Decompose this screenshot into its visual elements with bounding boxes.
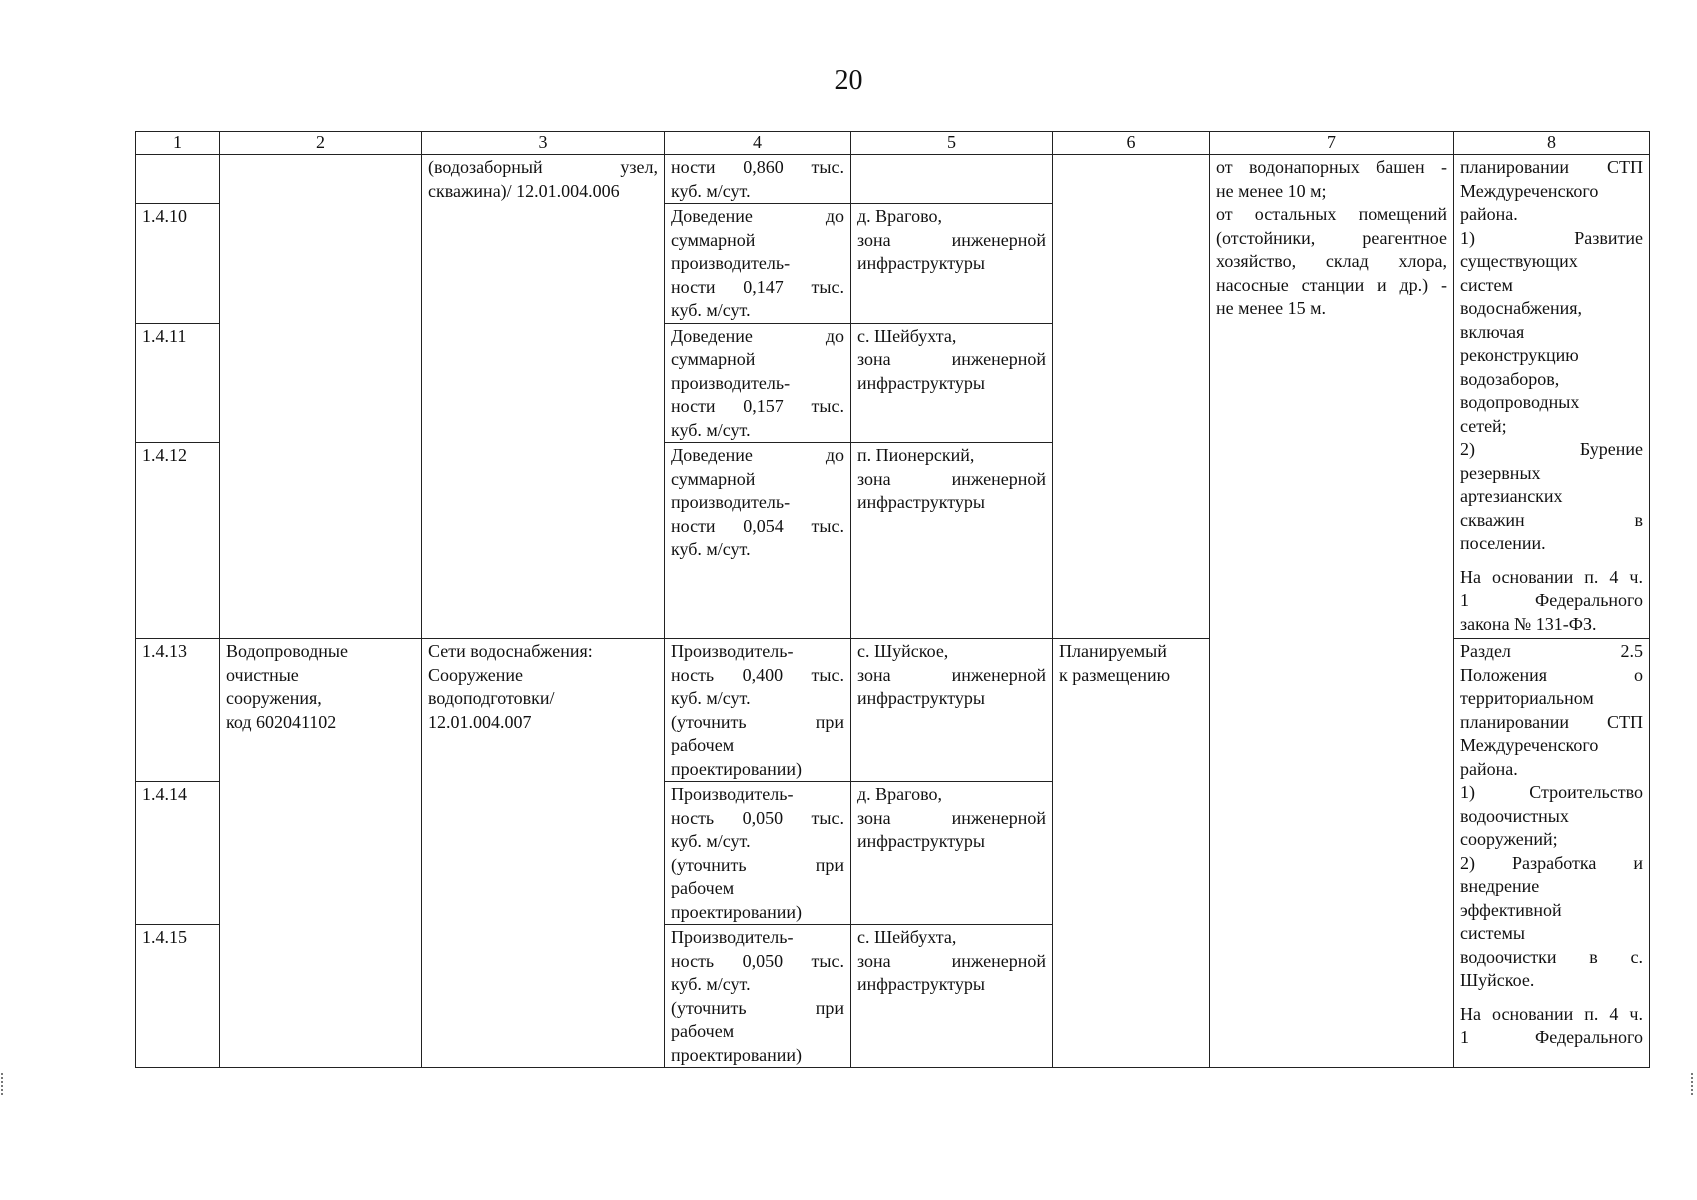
cell-line: Раздел 2.5	[1460, 641, 1643, 661]
table-row	[136, 155, 1650, 204]
cell-line: Доведение до	[671, 206, 844, 226]
cell-line: зона инженерной	[857, 468, 1046, 489]
header-col-3: 3	[422, 132, 665, 155]
cell-line: 2) Бурение	[1460, 439, 1643, 459]
cell-line: Водопроводные	[226, 641, 349, 661]
cell-line: не менее 15 м.	[1216, 298, 1327, 318]
cell-line: скважина)/ 12.01.004.006	[428, 180, 620, 201]
group-a-col2-cell	[220, 155, 422, 639]
cell-line: производитель-	[671, 492, 791, 512]
cell-line: водозаборов,	[1460, 368, 1560, 389]
cell-line: с. Шейбухта,	[857, 927, 957, 947]
cell-line: (водозаборный узел,	[428, 157, 658, 177]
cell-line: куб. м/сут.	[671, 974, 751, 994]
group-a-object-cell	[422, 155, 665, 639]
cell-line: ность 0,400 тыс.	[671, 664, 844, 685]
cell-line: Междуреченского	[1460, 180, 1599, 201]
paragraph-gap	[1460, 556, 1643, 566]
capacity-cell	[665, 323, 851, 443]
header-row	[136, 132, 1650, 155]
cell-line: ности 0,157 тыс.	[671, 396, 844, 416]
cell-line: рабочем	[671, 1021, 735, 1041]
cell-line: Планируемый	[1059, 641, 1167, 661]
cell-line: д. Врагово,	[857, 206, 942, 226]
cell-line: систем	[1460, 274, 1513, 295]
location-cell	[851, 443, 1053, 639]
cell-line: ности 0,054 тыс.	[671, 515, 844, 536]
cell-line: 1) Строительство	[1460, 782, 1643, 802]
cell-line: суммарной	[671, 468, 756, 489]
cell-line: водоочистки в с.	[1460, 946, 1643, 967]
cell-line: Шуйское.	[1460, 970, 1535, 990]
cell-line: инфраструктуры	[857, 253, 985, 273]
cell-line: планировании СТП	[1460, 157, 1643, 177]
cell-line: с. Шейбухта,	[857, 325, 957, 346]
cell-line: резервных	[1460, 462, 1541, 483]
cell-line: куб. м/сут.	[671, 300, 751, 320]
cell-line: Доведение до	[671, 445, 844, 465]
cell-line: п. Пионерский,	[857, 445, 975, 465]
header-col-4: 4	[665, 132, 851, 155]
cell-line: Междуреченского	[1460, 735, 1599, 755]
capacity-cell	[665, 155, 851, 204]
row-id-cell: 1.4.13	[136, 639, 220, 782]
cell-line: зона инженерной	[857, 229, 1046, 250]
cell-line: куб. м/сут.	[671, 180, 751, 201]
cell-line: куб. м/сут.	[671, 419, 751, 440]
row-id-cell: 1.4.14	[136, 782, 220, 925]
cell-line: проектировании)	[671, 758, 802, 779]
object-type-cell	[422, 639, 665, 1068]
cell-line: сооружений;	[1460, 829, 1558, 849]
location-cell	[851, 639, 1053, 782]
cell-line: закона № 131-ФЗ.	[1460, 613, 1597, 634]
cell-line: (уточнить при	[671, 997, 844, 1018]
cell-line: На основании п. 4 ч.	[1460, 566, 1643, 587]
page-number: 20	[834, 65, 863, 96]
cell-line: куб. м/сут.	[671, 539, 751, 559]
cell-line: рабочем	[671, 735, 735, 755]
cell-line: водоподготовки/	[428, 688, 555, 708]
header-col-8: 8	[1454, 132, 1650, 155]
location-cell	[851, 925, 1053, 1068]
cell-line: Производитель-	[671, 641, 794, 661]
location-cell	[851, 204, 1053, 324]
cell-line: от остальных помещений	[1216, 204, 1447, 224]
cell-line: Производитель-	[671, 784, 794, 804]
cell-line: водоснабжения,	[1460, 298, 1583, 318]
row-id-cell: 1.4.15	[136, 925, 220, 1068]
group-a-status-cell	[1053, 155, 1210, 639]
location-cell	[851, 323, 1053, 443]
cell-line: существующих	[1460, 251, 1578, 271]
cell-line: ность 0,050 тыс.	[671, 950, 844, 971]
cell-line: суммарной	[671, 349, 756, 369]
cell-line: код 602041102	[226, 711, 337, 732]
cell-line: инфраструктуры	[857, 492, 985, 512]
cell-line: куб. м/сут.	[671, 688, 751, 708]
header-col-1: 1	[136, 132, 220, 155]
cell-line: инфраструктуры	[857, 688, 985, 708]
cell-line: зона инженерной	[857, 807, 1046, 828]
location-cell	[851, 155, 1053, 204]
cell-line: (отстойники, реагентное	[1216, 227, 1447, 248]
cell-line: сооружения,	[226, 688, 322, 708]
cell-line: На основании п. 4 ч.	[1460, 1003, 1643, 1024]
cell-line: насосные станции и др.) -	[1216, 274, 1447, 295]
group-a-basis-cell	[1454, 155, 1650, 639]
cell-line: ности 0,147 тыс.	[671, 276, 844, 297]
cell-line: внедрение	[1460, 876, 1540, 896]
cell-line: инфраструктуры	[857, 372, 985, 393]
cell-line: Сооружение	[428, 664, 523, 685]
cell-line: Производитель-	[671, 927, 794, 947]
header-col-2: 2	[220, 132, 422, 155]
cell-line: территориальном	[1460, 688, 1594, 708]
cell-line: эффективной	[1460, 899, 1562, 920]
cell-line: к размещению	[1059, 664, 1171, 685]
sanitary-zone-cell	[1210, 155, 1454, 1068]
cell-line: проектировании)	[671, 901, 802, 922]
cell-line: района.	[1460, 758, 1518, 779]
cell-line: производитель-	[671, 253, 791, 273]
cell-line: производитель-	[671, 372, 791, 393]
facility-name-cell	[220, 639, 422, 1068]
row-id-cell	[136, 155, 220, 204]
cell-line: 2) Разработка и	[1460, 852, 1643, 873]
group-b-basis-cell	[1454, 639, 1650, 1068]
cell-line: очистные	[226, 664, 299, 685]
cell-line: не менее 10 м;	[1216, 180, 1327, 201]
row-id-cell: 1.4.10	[136, 204, 220, 324]
cell-line: водоочистных	[1460, 805, 1569, 826]
cell-line: хозяйство, склад хлора,	[1216, 251, 1447, 271]
cell-line: куб. м/сут.	[671, 831, 751, 851]
capacity-cell	[665, 204, 851, 324]
cell-line: 1 Федерального	[1460, 590, 1643, 610]
cell-line: зона инженерной	[857, 950, 1046, 971]
cell-line: 1) Развитие	[1460, 227, 1643, 248]
cell-line: включая	[1460, 321, 1525, 342]
cell-line: 12.01.004.007	[428, 711, 532, 732]
cell-line: поселении.	[1460, 533, 1546, 553]
header-col-6: 6	[1053, 132, 1210, 155]
cell-line: Доведение до	[671, 325, 844, 346]
paragraph-gap	[1460, 993, 1643, 1003]
scan-margin-mark-left	[1, 1073, 6, 1095]
capacity-cell	[665, 925, 851, 1068]
cell-line: от водонапорных башен -	[1216, 157, 1447, 177]
header-col-7: 7	[1210, 132, 1454, 155]
cell-line: зона инженерной	[857, 664, 1046, 685]
cell-line: планировании СТП	[1460, 711, 1643, 732]
cell-line: сетей;	[1460, 415, 1507, 436]
cell-line: зона инженерной	[857, 349, 1046, 369]
cell-line: инфраструктуры	[857, 831, 985, 851]
capacity-cell	[665, 639, 851, 782]
cell-line: системы	[1460, 923, 1525, 943]
cell-line: района.	[1460, 204, 1518, 224]
cell-line: д. Врагово,	[857, 784, 942, 804]
cell-line: рабочем	[671, 878, 735, 898]
cell-line: инфраструктуры	[857, 974, 985, 994]
cell-line: реконструкцию	[1460, 345, 1579, 365]
cell-line: водопроводных	[1460, 392, 1580, 412]
cell-line: с. Шуйское,	[857, 641, 949, 661]
cell-line: 1 Федерального	[1460, 1027, 1643, 1047]
cell-line: скважин в	[1460, 509, 1643, 530]
cell-line: Сети водоснабжения:	[428, 641, 593, 661]
row-id-cell: 1.4.12	[136, 443, 220, 639]
status-cell	[1053, 639, 1210, 1068]
cell-line: ности 0,860 тыс.	[671, 157, 844, 177]
cell-line: проектировании)	[671, 1044, 802, 1065]
capacity-cell	[665, 782, 851, 925]
cell-line: Положения о	[1460, 664, 1643, 685]
location-cell	[851, 782, 1053, 925]
cell-line: суммарной	[671, 229, 756, 250]
capacity-cell	[665, 443, 851, 639]
planning-table	[135, 131, 1650, 1068]
scan-margin-mark-right	[1691, 1073, 1696, 1095]
row-id-cell: 1.4.11	[136, 323, 220, 443]
cell-line: (уточнить при	[671, 854, 844, 875]
cell-line: (уточнить при	[671, 711, 844, 732]
cell-line: артезианских	[1460, 486, 1563, 506]
cell-line: ность 0,050 тыс.	[671, 807, 844, 828]
header-col-5: 5	[851, 132, 1053, 155]
